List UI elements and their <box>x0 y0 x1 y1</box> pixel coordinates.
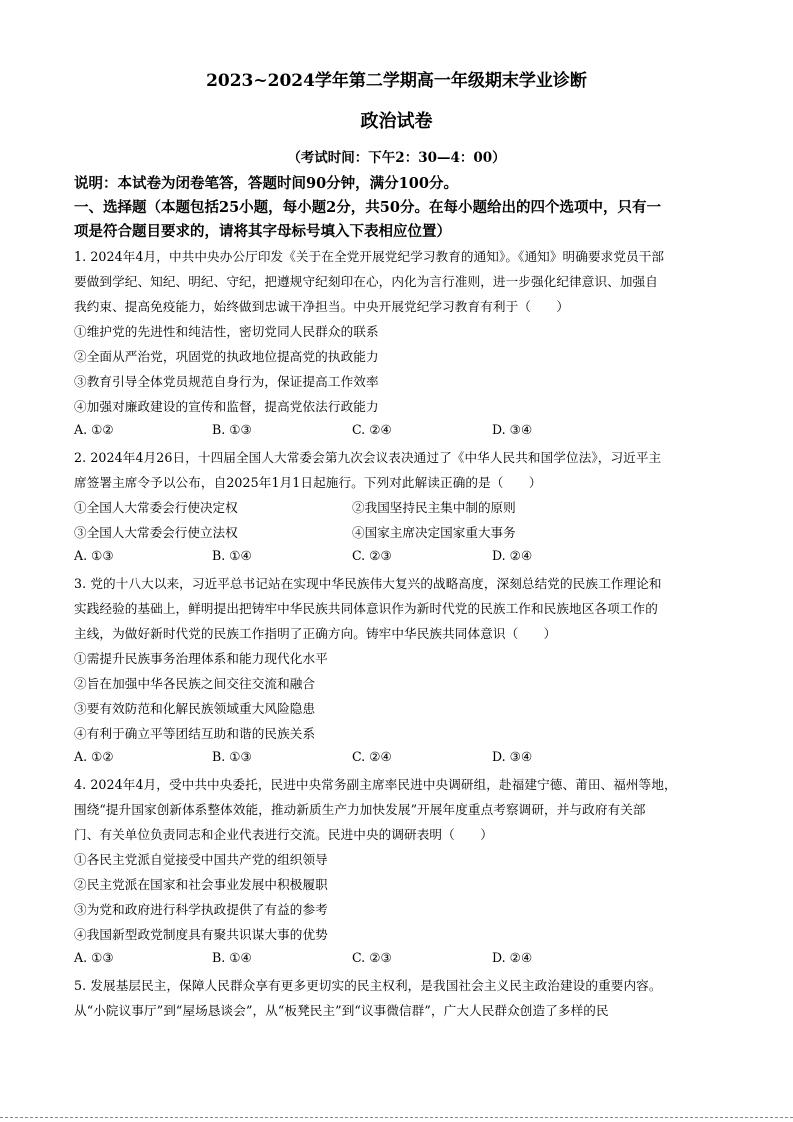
q1-option-a: A. ①② <box>74 422 114 437</box>
q5-stem-line2: 从“小院议事厅”到“屋场恳谈会”，从“板凳民主”到“议事微信群”，广大人民群众创造了多样的民 <box>74 1003 609 1018</box>
q3-item-1: ①需提升民族事务治理体系和能力现代化水平 <box>74 651 328 666</box>
q3-item-2: ②旨在加强中华各民族之间交往交流和融合 <box>74 676 316 691</box>
q4-stem-line2: 围绕“提升国家创新体系整体效能，推动新质生产力加快发展”开展年度重点考察调研，并与政府有关部 <box>74 802 646 817</box>
q4-stem-line3: 门、有关单位负责同志和企业代表进行交流。民进中央的调研表明（ ） <box>74 827 493 842</box>
q3-stem-line2: 实践经验的基础上，鲜明提出把铸牢中华民族共同体意识作为新时代党的民族工作和民族地区各项工作的 <box>74 601 658 616</box>
q3-stem-line3: 主线，为做好新时代党的民族工作指明了正确方向。铸牢中华民族共同体意识（ ） <box>74 626 557 641</box>
subject-title: 政治试卷 <box>360 111 433 132</box>
q3-option-c: C. ②④ <box>352 749 392 764</box>
instructions: 说明：本试卷为闭卷笔答，答题时间90分钟，满分100分。 <box>74 175 458 192</box>
q2-option-d: D. ②④ <box>492 548 533 563</box>
q2-stem-line2: 席签署主席令予以公布，自2025年1月1日起施行。下列对此解读正确的是（ ） <box>74 475 542 490</box>
q2-item-3: ③全国人大常委会行使立法权 <box>74 525 238 540</box>
q3-item-4: ④有利于确立平等团结互助和谐的民族关系 <box>74 726 316 741</box>
q5-stem-line1: 5. 发展基层民主，保障人民群众享有更多更切实的民主权利，是我国社会主义民主政治建设的重要内容。 <box>74 978 662 993</box>
q3-item-3: ③要有效防范和化解民族领域重大风险隐患 <box>74 701 316 716</box>
q4-stem-line1: 4. 2024年4月，受中共中央委托，民进中央常务副主席率民进中央调研组，赴福建宁德、莆田、福州等地， <box>74 777 677 792</box>
q1-option-b: B. ①③ <box>212 422 252 437</box>
q2-option-b: B. ①④ <box>212 548 252 563</box>
q2-stem-line1: 2. 2024年4月26日，十四届全国人大常委会第九次会议表决通过了《中华人民共和国学位法》，习近平主 <box>74 450 662 465</box>
q1-item-3: ③教育引导全体党员规范自身行为，保证提高工作效率 <box>74 374 379 389</box>
q2-option-c: C. ②③ <box>352 548 392 563</box>
q4-item-3: ③为党和政府进行科学执政提供了有益的参考 <box>74 902 328 917</box>
q4-option-c: C. ②③ <box>352 950 392 965</box>
exam-time: （考试时间：下午2：30—4：00） <box>287 150 506 166</box>
q2-item-2: ②我国坚持民主集中制的原则 <box>352 500 516 515</box>
q4-option-d: D. ②④ <box>492 950 533 965</box>
q2-item-1: ①全国人大常委会行使决定权 <box>74 500 238 515</box>
q3-stem-line1: 3. 党的十八大以来，习近平总书记站在实现中华民族伟大复兴的战略高度，深刻总结党的民族工作理论和 <box>74 576 662 591</box>
q1-stem-line2: 要做到学纪、知纪、明纪、守纪，把遵规守纪刻印在心，内化为言行准则，进一步强化纪律意识、加强自 <box>74 274 658 289</box>
q4-item-1: ①各民主党派自觉接受中国共产党的组织领导 <box>74 852 328 867</box>
q1-option-d: D. ③④ <box>492 422 533 437</box>
q3-option-a: A. ①② <box>74 749 114 764</box>
q4-option-b: B. ①④ <box>212 950 252 965</box>
q3-option-b: B. ①③ <box>212 749 252 764</box>
q1-stem-line1: 1. 2024年4月，中共中央办公厅印发《关于在全党开展党纪学习教育的通知》。《通知》明确要求党员干部 <box>74 249 665 264</box>
q4-item-2: ②民主党派在国家和社会事业发展中积极履职 <box>74 877 328 892</box>
q1-item-4: ④加强对廉政建设的宣传和监督，提高党依法行政能力 <box>74 399 379 414</box>
q2-option-a: A. ①③ <box>74 548 114 563</box>
q2-item-4: ④国家主席决定国家重大事务 <box>352 525 516 540</box>
section-heading-line2: 项是符合题目要求的，请将其字母标号填入下表相应位置） <box>74 223 451 240</box>
section-heading-line1: 一、选择题（本题包括25小题，每小题2分，共50分。在每小题给出的四个选项中，只有一 <box>74 199 661 216</box>
q4-option-a: A. ①③ <box>74 950 114 965</box>
q1-item-1: ①维护党的先进性和纯洁性，密切党同人民群众的联系 <box>74 324 379 339</box>
q3-option-d: D. ③④ <box>492 749 533 764</box>
q1-stem-line3: 我约束、提高免疫能力，始终做到忠诚干净担当。中央开展党纪学习教育有利于（ ） <box>74 299 570 314</box>
page-bottom-divider <box>0 1117 793 1118</box>
q1-option-c: C. ②④ <box>352 422 392 437</box>
q1-item-2: ②全面从严治党，巩固党的执政地位提高党的执政能力 <box>74 349 379 364</box>
q4-item-4: ④我国新型政党制度具有聚共识谋大事的优势 <box>74 927 328 942</box>
exam-title: 2023~2024学年第二学期高一年级期末学业诊断 <box>206 71 587 91</box>
